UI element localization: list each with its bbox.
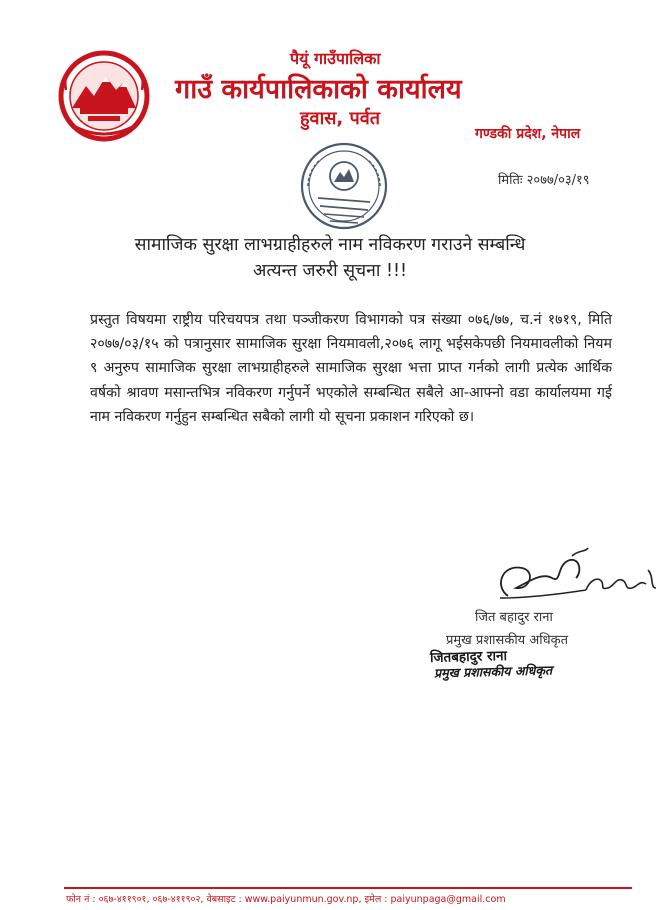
- seal-title: प्रमुख प्रशासकीय अधिकृत: [433, 662, 553, 681]
- signer-name: जित बहादुर राना: [475, 610, 553, 625]
- subject-line-1: सामाजिक सुरक्षा लाभग्राहीहरुले नाम नविकरण गराउने सम्बन्धि: [134, 235, 526, 255]
- notice-body: प्रस्तुत विषयमा राष्ट्रीय परिचयपत्र तथा पञ्जीकरण विभागको पत्र संख्या ०७६/७७, च.नं १७१९, मिति २०७७/०३/१५ को पत्रानुसार सामाजिक सुरक्षा नियमावली,२०७६ लागू भईसकेपछी नियमावलीको नियम ९ अनुरुप सामाजिक सुरक्षा लाभग्राहीहरुले सामाजिक सुरक्षा भत्ता प्राप्त गर्नको लागी प्रत्येक आर्थिक वर्षको श्रावण मसान्तभित्र नविकरण गर्नुपर्ने भएकोले सम्बन्धित सबैले आ-आफ्नो वडा कार्यालयमा गई नाम नविकरण गर्नुहुन सम्बन्धित सबैको लागी यो सूचना प्रकाशन गरिएको छ।: [90, 312, 612, 425]
- signature-icon: [490, 538, 660, 616]
- province: गण्डकी प्रदेश, नेपाल: [475, 126, 581, 142]
- signer-title: प्रमुख प्रशासकीय अधिकृत: [446, 633, 569, 648]
- date-line: मितिः २०७७/०३/१९: [498, 173, 590, 188]
- notice-subject: [90, 232, 570, 284]
- seal-name: जितबहादुर राना: [429, 647, 508, 667]
- footer-divider: [64, 887, 632, 889]
- office-stamp-icon: [298, 140, 390, 232]
- location: हुवास, पर्वत: [300, 108, 380, 129]
- office-name: गाउँ कार्यपालिकाको कार्यालय: [175, 74, 462, 105]
- org-name: पैयूं गाउँपालिका: [290, 49, 381, 68]
- footer-contact: फोन नं : ०६७-४११९०१, ०६७-४११९०२, वेबसाइट : www.paiyunmun.gov.np, इमेल : paiyunpaga@gmail.com: [66, 894, 506, 905]
- subject-line-2: अत्यन्त जरुरी सूचना !!!: [252, 261, 408, 281]
- nepal-emblem-icon: [58, 50, 150, 142]
